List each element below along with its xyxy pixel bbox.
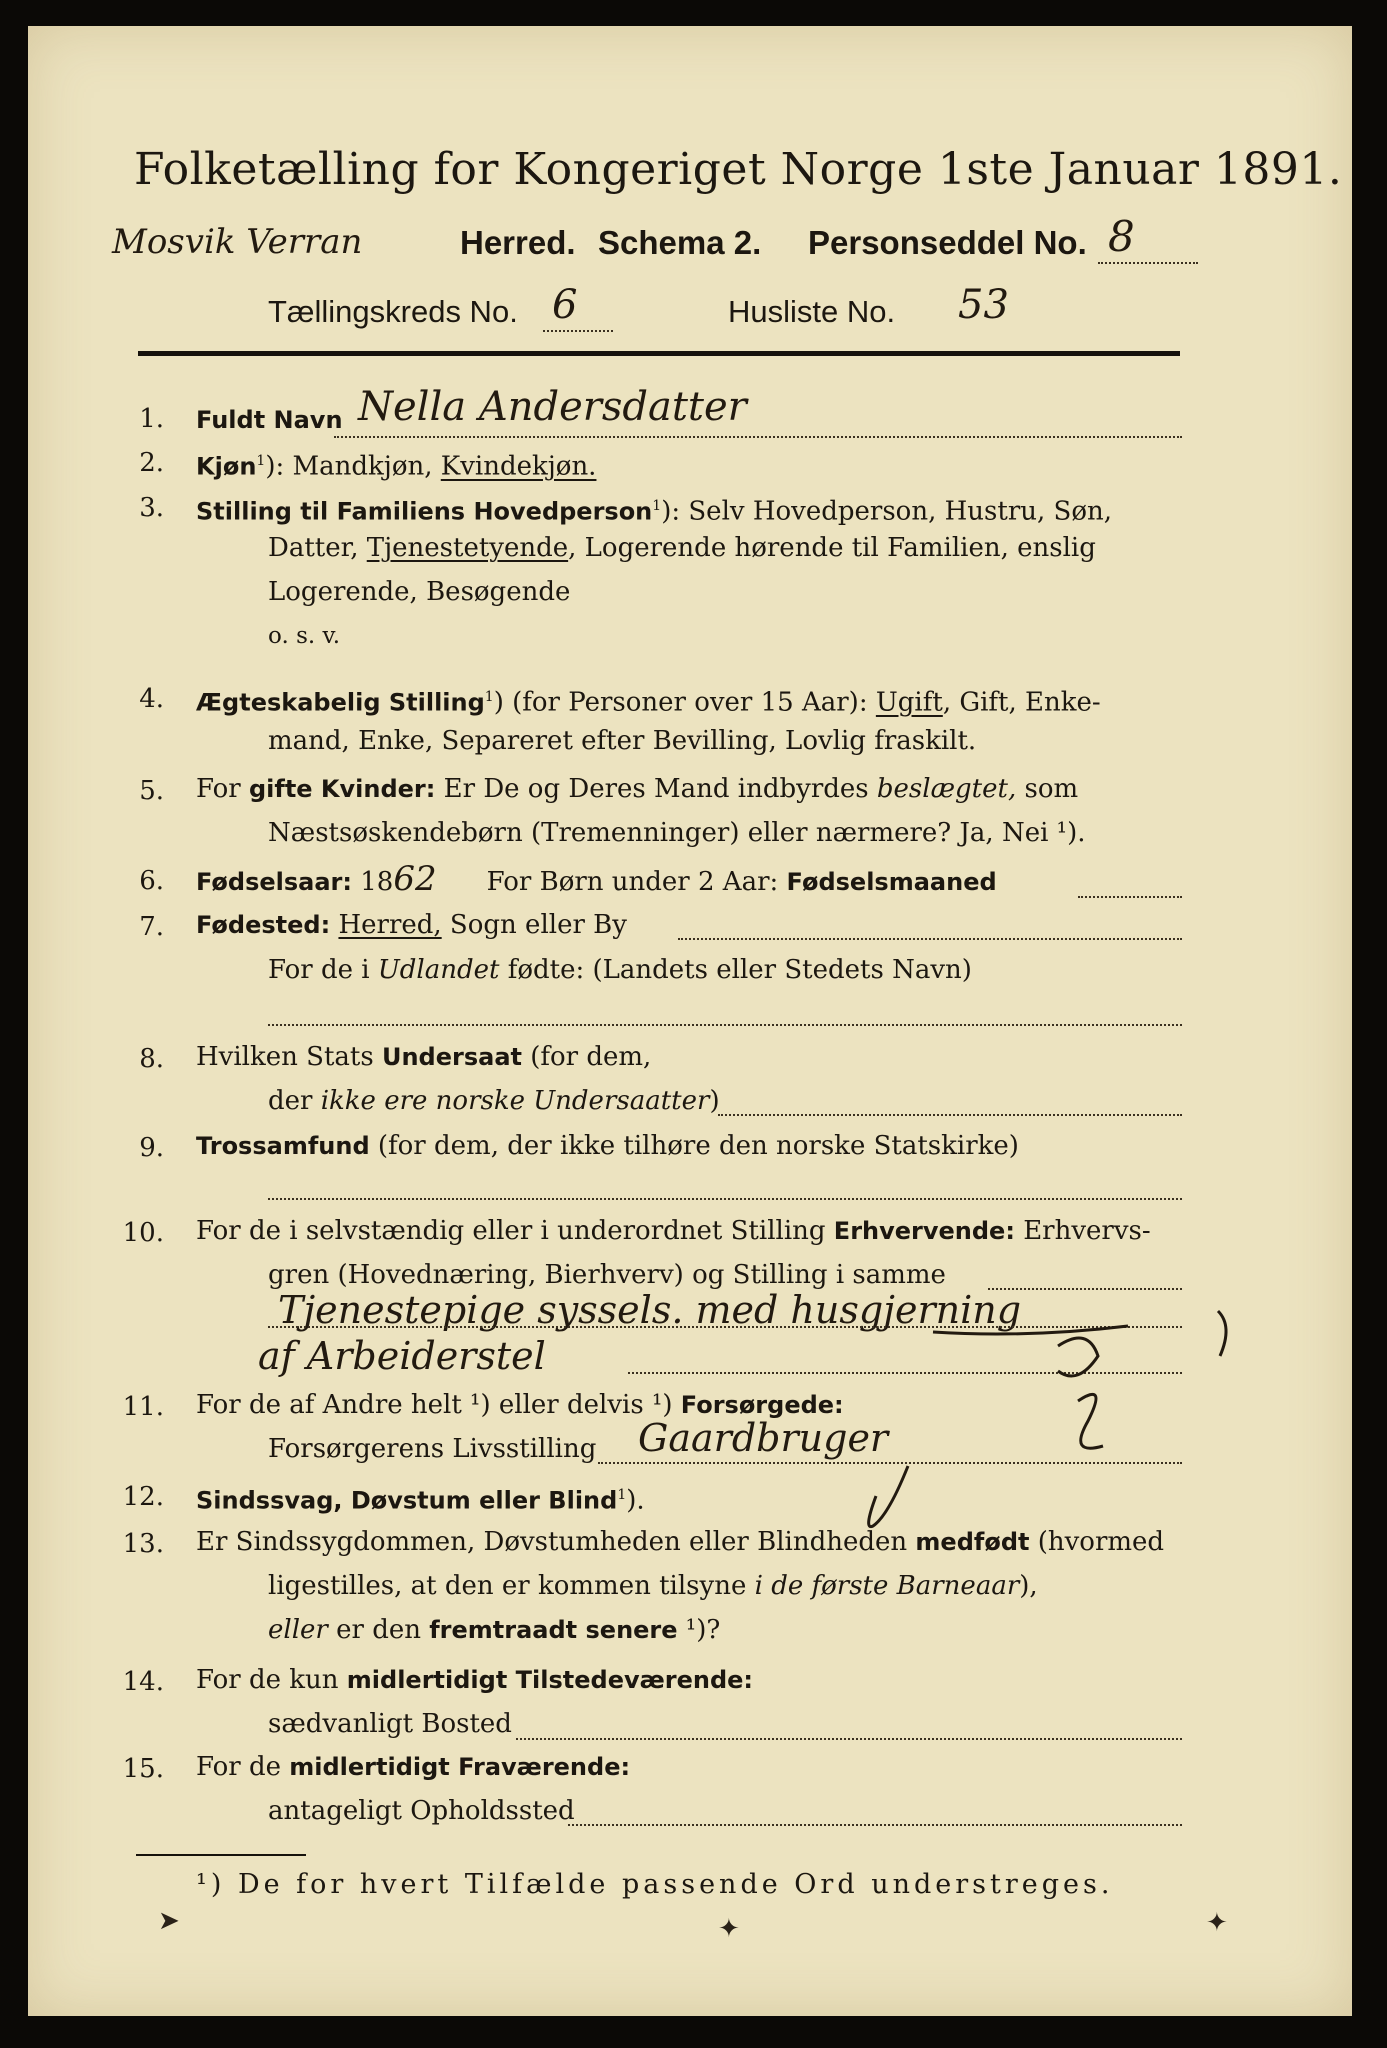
q3-line3: Logerende, Besøgende (268, 577, 571, 607)
q3-line2: Datter, Tjenestetyende, Logerende hørende til Familien, enslig (268, 533, 1096, 563)
q2-selected: Kvindekjøn. (440, 451, 597, 482)
q3-number: 3. (139, 493, 164, 523)
form-title: Folketælling for Kongeriget Norge 1ste Januar 1891. (134, 144, 1343, 195)
schema-label: Schema 2. (598, 224, 762, 261)
q5-number: 5. (139, 776, 164, 806)
q2-number: 2. (139, 448, 164, 478)
q11-line1: For de af Andre helt ¹) eller delvis ¹) Forsørgede: (196, 1390, 844, 1420)
q3-line4: o. s. v. (268, 623, 341, 649)
q9-number: 9. (139, 1133, 164, 1163)
q7-line2: For de i Udlandet fødte: (Landets eller Stedets Navn) (268, 955, 972, 985)
q4-number: 4. (139, 684, 164, 714)
q8-number: 8. (139, 1044, 164, 1074)
q3-selected: Tjenestetyende (366, 533, 569, 563)
q4-line1: Ægteskabelig Stilling$^1$) (for Personer over 15 Aar): Ugift, Gift, Enke- (196, 687, 1101, 718)
q10-line1: For de i selvstændig eller i underordnet Stilling Erhvervende: Erhvervs- (196, 1216, 1151, 1246)
q7-selected: Herred, (338, 910, 442, 940)
q6-birthyear-value: 62 (393, 859, 437, 899)
q10-line2: gren (Hovednæring, Bierhverv) og Stilling i samme (268, 1260, 946, 1290)
q14-line2: sædvanligt Bosted (268, 1709, 512, 1739)
q14-line1: For de kun midlertidigt Tilstedeværende: (196, 1665, 754, 1695)
q12-text: Sindssvag, Døvstum eller Blind$^1$). (196, 1485, 645, 1516)
personseddel-label: Personseddel No. (808, 224, 1087, 261)
q2-text: Kjøn$^1$): Mandkjøn, Kvindekjøn. (196, 451, 597, 482)
registration-mark-left: ➤ (158, 1906, 180, 1936)
q1-number: 1. (139, 404, 164, 434)
q5-line2: Næstsøskendebørn (Tremenninger) eller nærmere? Ja, Nei ¹). (268, 818, 1086, 848)
q4-selected: Ugift (875, 687, 943, 718)
q8-line2: der ikke ere norske Undersaatter) (268, 1086, 720, 1116)
q10-occupation-value-2: af Arbeiderstel (258, 1334, 546, 1378)
q7-line1: Fødested: Herred, Sogn eller By (196, 910, 627, 940)
herred-value: Mosvik Verran (112, 222, 363, 262)
q10-number: 10. (122, 1218, 164, 1248)
q6-number: 6. (139, 866, 164, 896)
husliste-value: 53 (958, 282, 1009, 328)
q11-provider-value: Gaardbruger (638, 1416, 889, 1460)
census-form (28, 26, 1352, 2016)
q11-number: 11. (122, 1392, 164, 1422)
q13-line3: eller er den fremtraadt senere ¹)? (268, 1615, 721, 1645)
kreds-value: 6 (552, 282, 578, 328)
q15-number: 15. (122, 1754, 164, 1784)
q15-line1: For de midlertidigt Fraværende: (196, 1752, 631, 1782)
registration-mark-center: ✦ (718, 1914, 740, 1944)
kreds-label: Tællingskreds No. (268, 294, 518, 329)
q1-name-value: Nella Andersdatter (358, 384, 747, 430)
q15-line2: antageligt Opholdssted (268, 1796, 575, 1826)
q3-line1: Stilling til Familiens Hovedperson$^1$): Selv Hovedperson, Hustru, Søn, (196, 496, 1113, 527)
q7-number: 7. (139, 912, 164, 942)
q9-text: Trossamfund (for dem, der ikke tilhøre den norske Statskirke) (196, 1131, 1019, 1161)
q14-number: 14. (122, 1667, 164, 1697)
herred-label: Herred. (460, 224, 576, 261)
q13-line2: ligestilles, at den er kommen tilsyne i de første Barneaar), (268, 1571, 1038, 1601)
personseddel-value: 8 (1108, 212, 1135, 261)
q12-number: 12. (122, 1482, 164, 1512)
q5-line1: For gifte Kvinder: Er De og Deres Mand indbyrdes beslægtet, som (196, 774, 1079, 804)
q1-label: Fuldt Navn (196, 406, 343, 434)
q13-line1: Er Sindssygdommen, Døvstumheden eller Blindheden medfødt (hvormed (196, 1527, 1165, 1557)
q8-line1: Hvilken Stats Undersaat (for dem, (196, 1042, 652, 1072)
husliste-label: Husliste No. (728, 294, 896, 329)
registration-mark-right: ✦ (1206, 1908, 1228, 1938)
q6-text: Fødselsaar: 1862 For Børn under 2 Aar: Fødselsmaaned (196, 859, 997, 899)
q11-line2: Forsørgerens Livsstilling (268, 1434, 597, 1464)
q13-number: 13. (122, 1529, 164, 1559)
footnote: ¹) De for hvert Tilfælde passende Ord understreges. (196, 1869, 1114, 1900)
q10-occupation-value-1: Tjenestepige syssels. med husgjerning (278, 1288, 1022, 1332)
ink-strokes (28, 26, 1352, 2016)
q4-line2: mand, Enke, Separeret efter Bevilling, Lovlig fraskilt. (268, 726, 977, 756)
